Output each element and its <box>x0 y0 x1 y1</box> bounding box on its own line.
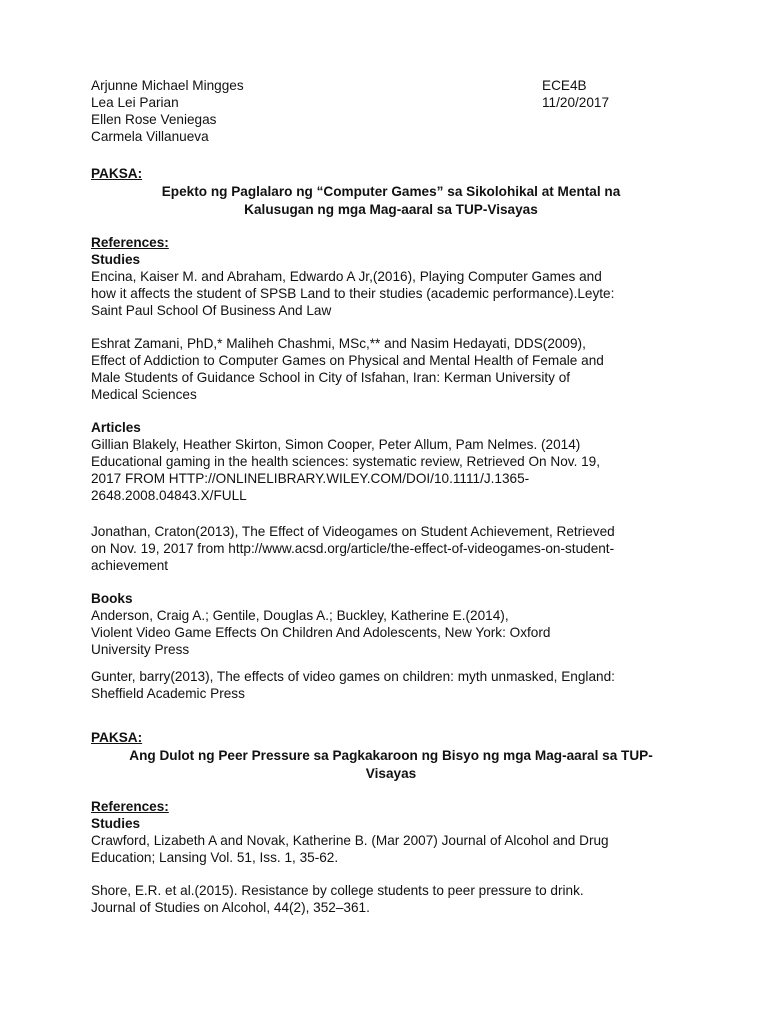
reference-line: Saint Paul School Of Business And Law <box>91 303 332 318</box>
reference-line: Effect of Addiction to Computer Games on Physical and Mental Health of Female and <box>91 353 604 368</box>
reference-line: Gunter, barry(2013), The effects of video games on children: myth unmasked, England: <box>91 669 615 684</box>
author-list <box>91 77 244 145</box>
reference-line: achievement <box>91 558 169 573</box>
reference-line: Jonathan, Craton(2013), The Effect of Videogames on Student Achievement, Retrieved <box>91 524 615 539</box>
reference-line: University Press <box>91 642 190 657</box>
reference-entry <box>91 832 691 866</box>
reference-line: Male Students of Guidance School in City of Isfahan, Iran: Kerman University of <box>91 370 571 385</box>
paksa-label: PAKSA: <box>91 730 143 745</box>
topic-title: Epekto ng Paglalaro ng “Computer Games” sa Sikolohikal at Mental na <box>161 184 621 199</box>
references-label: References: <box>91 235 169 250</box>
articles-label: Articles <box>91 420 141 435</box>
reference-line: Shore, E.R. et al.(2015). Resistance by college students to peer pressure to drink. <box>91 883 584 898</box>
author-name: Carmela Villanueva <box>91 129 209 144</box>
document-page <box>91 77 691 916</box>
reference-line: Anderson, Craig A.; Gentile, Douglas A.; Buckley, Katherine E.(2014), <box>91 608 509 623</box>
reference-line: on Nov. 19, 2017 from http://www.acsd.org/article/the-effect-of-videogames-on-student- <box>91 541 615 556</box>
reference-line: Journal of Studies on Alcohol, 44(2), 352–361. <box>91 900 370 915</box>
class-section: ECE4B <box>542 78 587 93</box>
reference-line: Medical Sciences <box>91 387 197 402</box>
reference-line: Education; Lansing Vol. 51, Iss. 1, 35-62. <box>91 850 339 865</box>
reference-entry <box>91 268 691 319</box>
reference-line: Violent Video Game Effects On Children And Adolescents, New York: Oxford <box>91 625 551 640</box>
reference-line: Educational gaming in the health sciences: systematic review, Retrieved On Nov. 19, <box>91 454 601 469</box>
reference-line: Eshrat Zamani, PhD,* Maliheh Chashmi, MSc,** and Nasim Hedayati, DDS(2009), <box>91 336 586 351</box>
studies-label: Studies <box>91 252 141 267</box>
reference-line: Sheffield Academic Press <box>91 686 245 701</box>
topic-section <box>91 729 691 916</box>
paksa-label: PAKSA: <box>91 166 143 181</box>
topic-title: Ang Dulot ng Peer Pressure sa Pagkakaroon ng Bisyo ng mga Mag-aaral sa TUP- <box>129 748 653 763</box>
references-label: References: <box>91 799 169 814</box>
reference-line: Crawford, Lizabeth A and Novak, Katherine B. (Mar 2007) Journal of Alcohol and Drug <box>91 833 609 848</box>
reference-entry <box>91 523 691 574</box>
reference-entry <box>91 882 691 916</box>
reference-line: Gillian Blakely, Heather Skirton, Simon Cooper, Peter Allum, Pam Nelmes. (2014) <box>91 437 581 452</box>
topic-section <box>91 165 691 702</box>
reference-line: 2648.2008.04843.X/FULL <box>91 488 247 503</box>
reference-line: how it affects the student of SPSB Land to their studies (academic performance).Leyte: <box>91 286 615 301</box>
topic-title: Visayas <box>365 766 417 781</box>
meta-block <box>542 77 609 111</box>
reference-entry <box>91 668 691 702</box>
reference-entry <box>91 436 691 504</box>
author-name: Arjunne Michael Mingges <box>91 78 244 93</box>
header-block <box>91 77 691 149</box>
reference-line: 2017 FROM HTTP://ONLINELIBRARY.WILEY.COM/DOI/10.1111/J.1365- <box>91 471 530 486</box>
reference-line: Encina, Kaiser M. and Abraham, Edwardo A Jr,(2016), Playing Computer Games and <box>91 269 602 284</box>
document-date: 11/20/2017 <box>542 95 610 110</box>
author-name: Ellen Rose Veniegas <box>91 112 217 127</box>
topic-title: Kalusugan ng mga Mag-aaral sa TUP-Visayas <box>244 202 538 217</box>
author-name: Lea Lei Parian <box>91 95 179 110</box>
reference-entry <box>91 607 691 658</box>
books-label: Books <box>91 591 133 606</box>
studies-label: Studies <box>91 816 141 831</box>
reference-entry <box>91 335 691 403</box>
